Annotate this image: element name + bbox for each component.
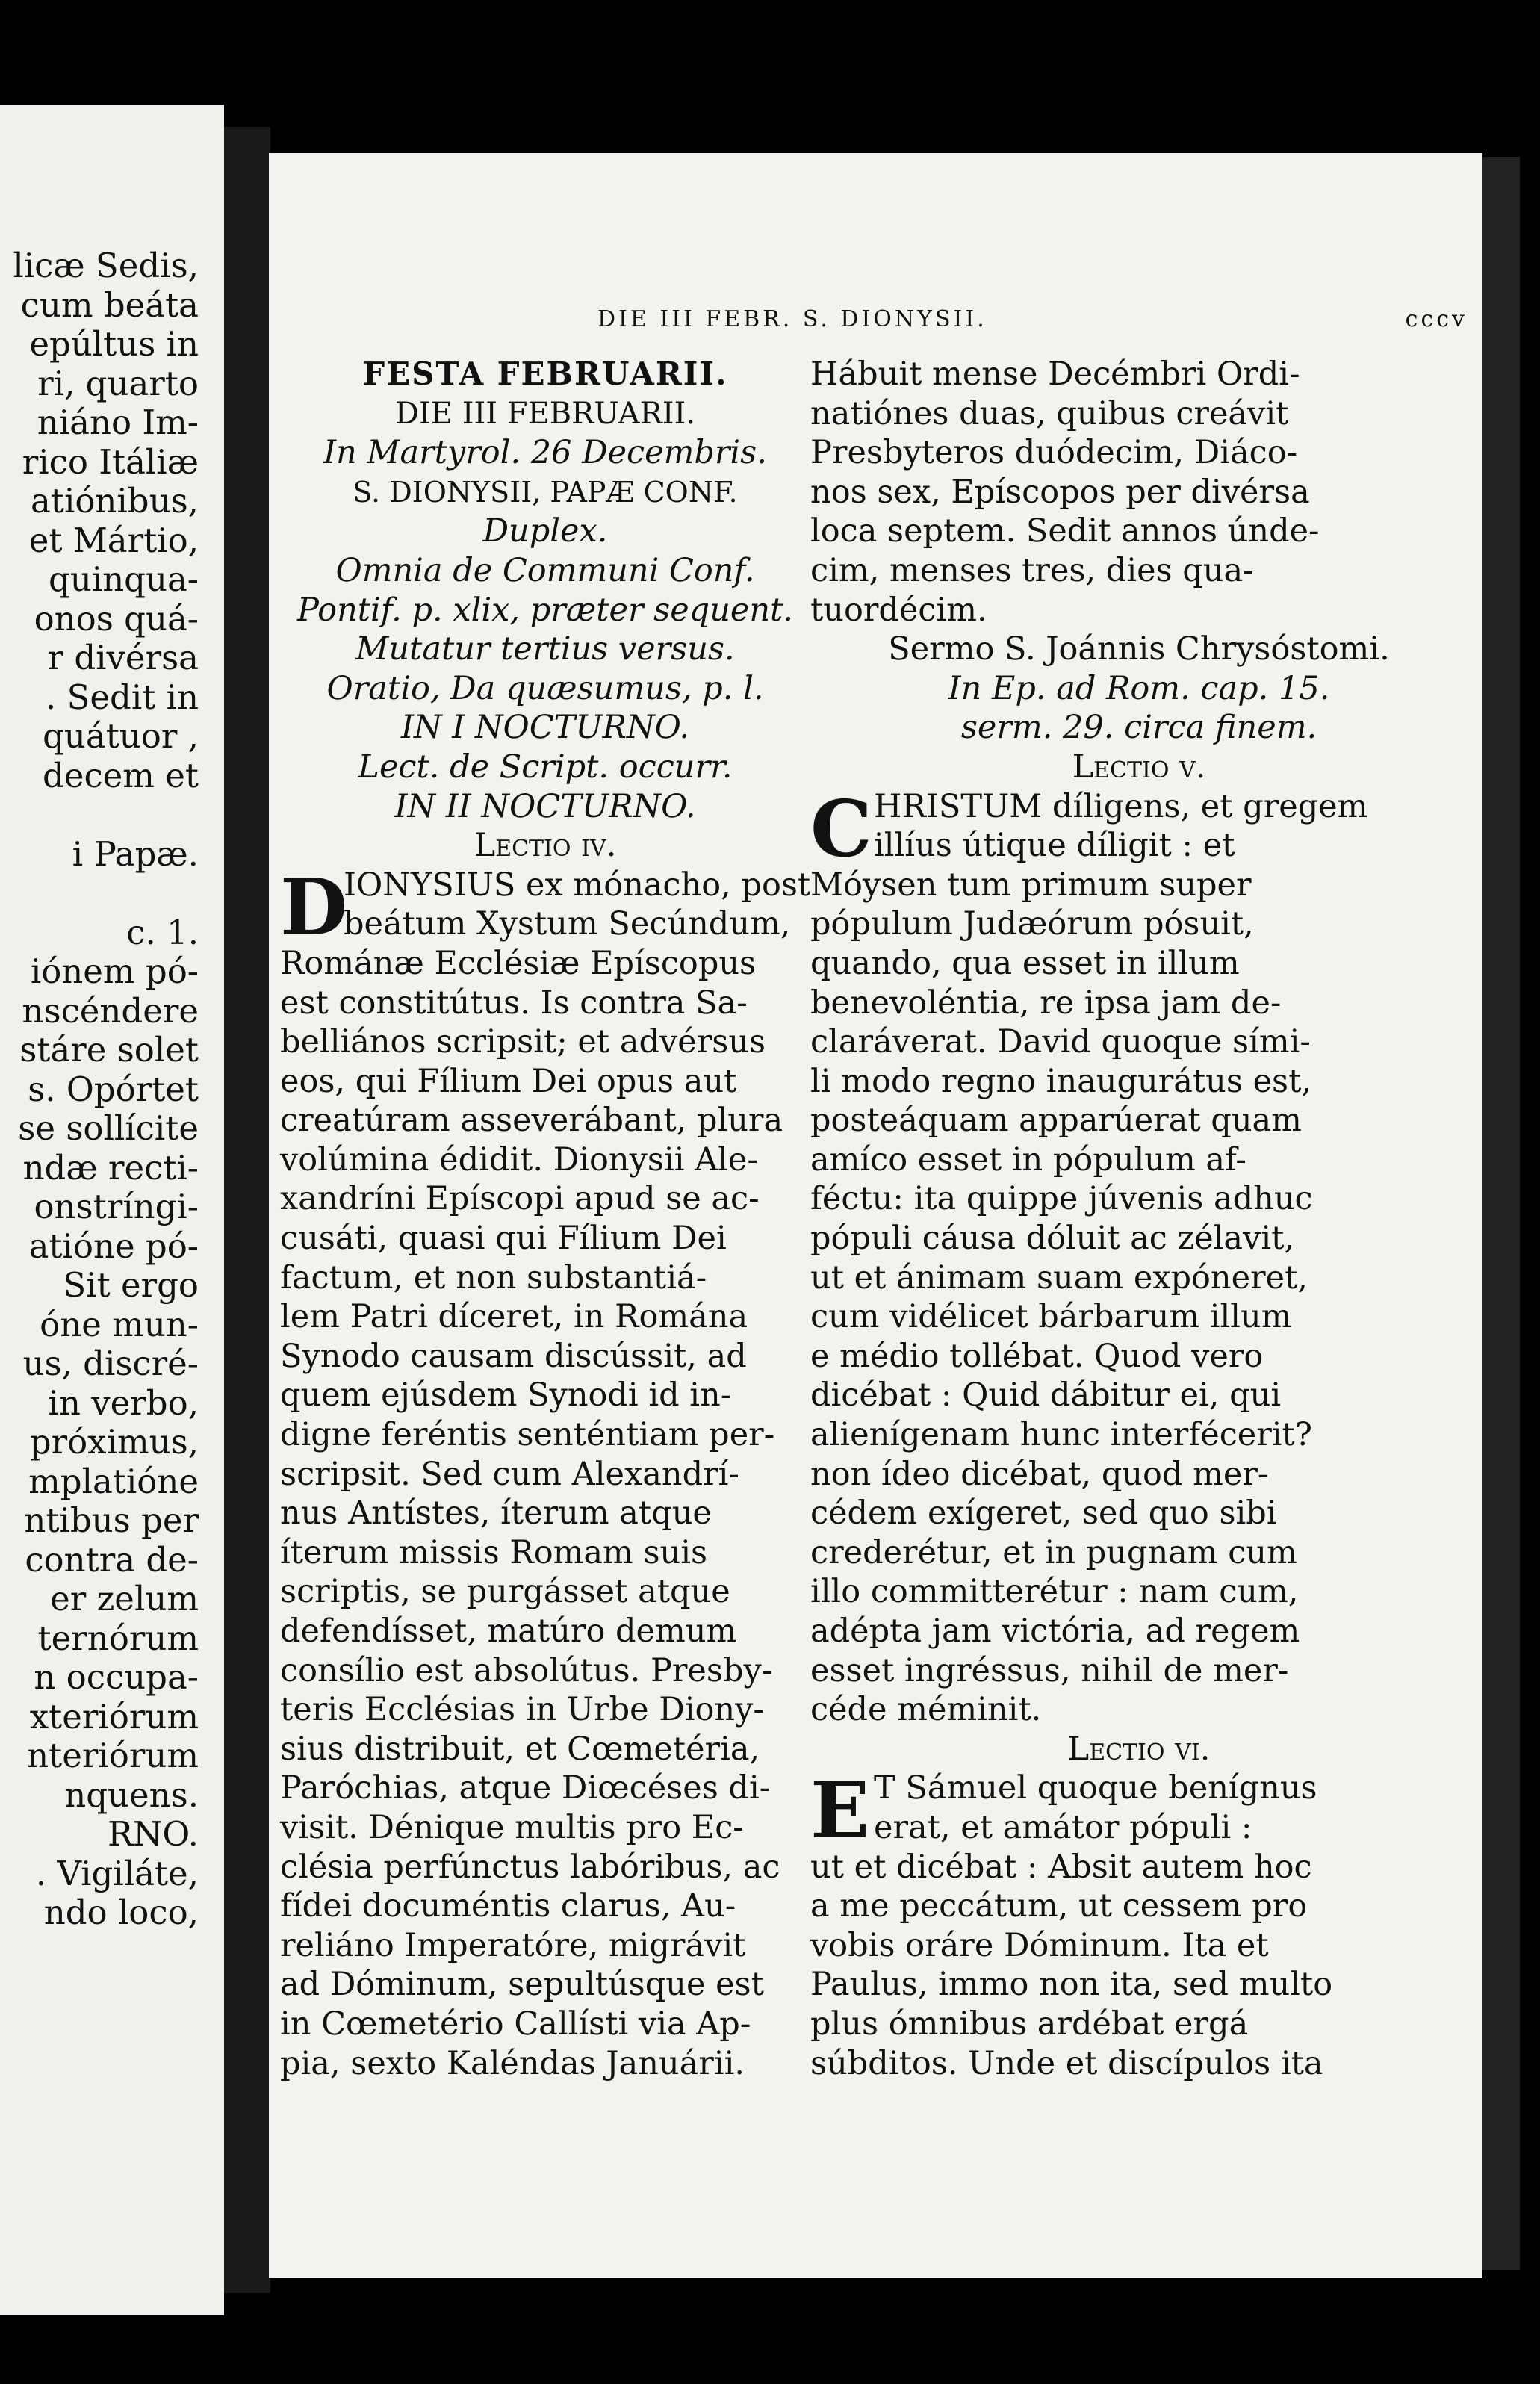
text-line: Móysen tum primum super xyxy=(810,866,1252,904)
saint-name: S. DIONYSII, PAPÆ CONF. xyxy=(353,475,738,509)
text-line: ut et ánimam suam expóneret, xyxy=(810,1258,1308,1297)
facing-page-line: ntibus per xyxy=(24,1500,199,1540)
facing-page-line: i Papæ. xyxy=(72,834,199,874)
facing-page-line: . Vigiláte, xyxy=(35,1853,199,1893)
facing-page-line: r divérsa xyxy=(47,638,199,677)
lectio-title: Lectio v. xyxy=(1072,748,1206,786)
rubric-line: Pontif. p. xlix, præter sequent. xyxy=(296,591,793,629)
text-line: visit. Dénique multis pro Ec- xyxy=(280,1808,744,1846)
facing-page-line: rico Itáliæ xyxy=(22,441,199,482)
lectio-title: Lectio vi. xyxy=(1067,1730,1211,1768)
facing-page-line: nteriórum xyxy=(27,1736,199,1775)
text-line: esset ingréssus, nihil de mer- xyxy=(810,1651,1289,1689)
text-line: amíco esset in pópulum af- xyxy=(810,1140,1246,1179)
text-line: factum, et non substantiá- xyxy=(280,1258,707,1297)
left-column xyxy=(280,355,810,2083)
facing-page-line: nscéndere xyxy=(22,990,199,1031)
breviary-page xyxy=(269,153,1482,2278)
text-line: ad Dóminum, sepultúsque est xyxy=(280,1966,764,2004)
facing-page-line: mplatióne xyxy=(28,1461,199,1501)
sermon-source: serm. 29. circa finem. xyxy=(960,709,1317,747)
text-line: scriptis, se purgásset atque xyxy=(280,1573,730,1611)
facing-page-line: Sit ergo xyxy=(63,1265,199,1305)
running-head xyxy=(269,306,1482,351)
text-line: íterum missis Romam suis xyxy=(280,1533,708,1571)
rubric-line: Mutatur tertius versus. xyxy=(355,630,735,668)
text-line: illíus útique díligit : et xyxy=(874,827,1235,865)
facing-page-line: . Sedit in xyxy=(45,677,199,717)
text-line: Paulus, immo non ita, sed multo xyxy=(810,1966,1333,2004)
text-line: céde méminit. xyxy=(810,1691,1042,1729)
text-line: alienígenam hunc interfécerit? xyxy=(810,1416,1312,1454)
text-line: cédem exígeret, sed quo sibi xyxy=(810,1494,1277,1533)
facing-page-line: ternórum xyxy=(37,1618,199,1658)
feast-rank: Duplex. xyxy=(482,512,608,550)
text-line: benevoléntia, re ipsa jam de- xyxy=(810,984,1282,1022)
text-line: a me peccátum, ut cessem pro xyxy=(810,1887,1308,1925)
text-line: erat, et amátor pópuli : xyxy=(874,1808,1252,1846)
text-line: Hábuit mense Decémbri Ordi- xyxy=(810,356,1300,393)
rubric-line: Omnia de Communi Conf. xyxy=(335,551,755,589)
facing-page-line: cum beáta xyxy=(20,285,199,325)
text-line: crederétur, et in pugnam cum xyxy=(810,1533,1297,1571)
facing-page-line: s. Opórtet xyxy=(28,1069,199,1109)
drop-cap: D xyxy=(280,860,348,953)
text-line: cim, menses tres, dies qua- xyxy=(810,551,1254,589)
drop-cap: C xyxy=(810,782,872,875)
text-line: súbditos. Unde et discípulos ita xyxy=(810,2044,1323,2082)
text-line: posteáquam apparúerat quam xyxy=(810,1102,1302,1140)
text-line: Presbyteros duódecim, Diáco- xyxy=(810,434,1298,472)
nocturn-heading: IN I NOCTURNO. xyxy=(400,709,690,747)
facing-page-line: et Mártio, xyxy=(28,520,199,560)
text-line: Románæ Ecclésiæ Epíscopus xyxy=(280,944,757,982)
facing-page-line: licæ Sedis, xyxy=(13,246,199,285)
facing-page-line: quinqua- xyxy=(49,559,199,599)
text-line: T Sámuel quoque benígnus xyxy=(874,1769,1317,1807)
text-line: ut et dicébat : Absit autem hoc xyxy=(810,1848,1312,1886)
text-line: cusáti, quasi qui Fílium Dei xyxy=(280,1220,727,1258)
text-line: Synodo causam discússit, ad xyxy=(280,1337,747,1375)
text-line: eos, qui Fílium Dei opus aut xyxy=(280,1062,737,1100)
text-line: IONYSIUS ex mónacho, post xyxy=(344,866,811,904)
facing-page-line: epúltus in xyxy=(29,324,199,364)
lectio-title: Lectio iv. xyxy=(474,827,617,865)
facing-page-line: niáno Im- xyxy=(37,403,199,442)
facing-page-line: ndæ recti- xyxy=(22,1147,199,1188)
feast-heading: FESTA FEBRUARII. xyxy=(362,356,728,392)
facing-page-line: nquens. xyxy=(64,1775,199,1815)
facing-page-line: us, discré- xyxy=(22,1344,199,1383)
facing-page-line: ri, quarto xyxy=(37,363,199,403)
text-line: claráverat. David quoque sími- xyxy=(810,1023,1311,1061)
lectio-source: Lect. de Script. occurr. xyxy=(358,748,733,786)
text-line: pópulum Judæórum pósuit, xyxy=(810,905,1254,943)
text-line: belliános scripsit; et advérsus xyxy=(280,1023,766,1061)
text-line: illo committerétur : nam cum, xyxy=(810,1573,1299,1611)
text-line: beátum Xystum Secúndum, xyxy=(344,905,791,943)
nocturn-heading: IN II NOCTURNO. xyxy=(394,787,696,825)
text-line: lem Patri díceret, in Romána xyxy=(280,1298,748,1336)
right-column xyxy=(810,355,1468,2083)
facing-page-line: quátuor , xyxy=(43,716,199,756)
text-line: cum vidélicet bárbarum illum xyxy=(810,1298,1292,1336)
facing-page-line: iónem pó- xyxy=(30,952,199,991)
facing-page-line: onos quá- xyxy=(34,598,199,639)
folio-number: cccv xyxy=(1405,306,1468,332)
text-line: pia, sexto Kaléndas Januárii. xyxy=(280,2044,745,2082)
facing-page-line: xteriórum xyxy=(29,1696,199,1736)
facing-page-line: se sollícite xyxy=(18,1108,199,1148)
facing-page-line: n occupa- xyxy=(34,1657,199,1697)
text-line: xandríni Epíscopi apud se ac- xyxy=(280,1180,760,1218)
text-line: plus ómnibus ardébat ergá xyxy=(810,2005,1249,2043)
text-line: sius distribuit, et Cœmetéria, xyxy=(280,1730,760,1768)
facing-page-line: atióne pó- xyxy=(28,1226,199,1266)
text-line: consílio est absolútus. Presby- xyxy=(280,1651,773,1689)
text-line: HRISTUM díligens, et gregem xyxy=(874,787,1368,825)
facing-page-line: atiónibus, xyxy=(31,481,199,521)
text-line: digne feréntis senténtiam per- xyxy=(280,1416,775,1454)
text-line: dicébat : Quid dábitur ei, qui xyxy=(810,1376,1282,1415)
facing-page-line: óne mun- xyxy=(40,1304,199,1344)
text-line: nos sex, Epíscopos per divérsa xyxy=(810,473,1310,511)
text-line: natiónes duas, quibus creávit xyxy=(810,394,1289,432)
text-line: defendísset, matúro demum xyxy=(280,1612,737,1650)
facing-page-line: ndo loco, xyxy=(43,1893,199,1932)
text-line: quando, qua esset in illum xyxy=(810,944,1240,982)
text-line: vobis oráre Dóminum. Ita et xyxy=(810,1926,1269,1964)
text-line: adépta jam victória, ad regem xyxy=(810,1612,1300,1650)
text-line: volúmina édidit. Dionysii Ale- xyxy=(280,1140,758,1179)
text-line: clésia perfúnctus labóribus, ac xyxy=(280,1848,780,1886)
text-line: teris Ecclésias in Urbe Diony- xyxy=(280,1691,764,1729)
page-edge xyxy=(1482,157,1520,2270)
text-line: loca septem. Sedit annos únde- xyxy=(810,512,1320,550)
text-line: tuordécim. xyxy=(810,591,987,629)
lectio-v-body xyxy=(810,782,1468,1730)
text-line: e médio tollébat. Quod vero xyxy=(810,1337,1264,1375)
text-line: quem ejúsdem Synodi id in- xyxy=(280,1376,732,1415)
text-line: féctu: ita quippe júvenis adhuc xyxy=(810,1180,1313,1218)
running-title: DIE III FEBR. S. DIONYSII. xyxy=(597,306,987,332)
lectio-vi-body xyxy=(810,1764,1468,2083)
sermon-source: In Ep. ad Rom. cap. 15. xyxy=(948,669,1330,707)
sermon-heading: Sermo S. Joánnis Chrysóstomi. xyxy=(888,630,1390,668)
text-line: creatúram asseverábant, plura xyxy=(280,1102,783,1140)
text-line: in Cœmetério Callísti via Ap- xyxy=(280,2005,751,2043)
drop-cap: E xyxy=(810,1764,870,1857)
facing-page-line: onstríngi- xyxy=(34,1187,199,1226)
text-line: li modo regno inaugurátus est, xyxy=(810,1062,1312,1100)
text-line: non ídeo dicébat, quod mer- xyxy=(810,1455,1269,1493)
facing-page-line: er zelum xyxy=(50,1579,199,1618)
text-line: pópuli cáusa dóluit ac zélavit, xyxy=(810,1220,1295,1258)
facing-page-line: decem et xyxy=(43,755,199,795)
text-line: est constitútus. Is contra Sa- xyxy=(280,984,748,1022)
facing-page-fragment xyxy=(0,105,224,2315)
facing-page-line: c. 1. xyxy=(126,912,199,952)
facing-page-line: stáre solet xyxy=(19,1030,199,1070)
martyrology-ref: In Martyrol. 26 Decembris. xyxy=(323,434,767,472)
text-line: nus Antístes, íterum atque xyxy=(280,1494,712,1533)
rubric-line: Oratio, Da quæsumus, p. l. xyxy=(326,669,764,707)
facing-page-line: próximus, xyxy=(29,1422,199,1462)
text-line: reliáno Imperatóre, migrávit xyxy=(280,1926,746,1964)
text-line: scripsit. Sed cum Alexandrí- xyxy=(280,1455,739,1493)
day-subheading: DIE III FEBRUARII. xyxy=(394,396,696,431)
facing-page-line: RNO. xyxy=(108,1814,199,1854)
text-line: fídei documéntis clarus, Au- xyxy=(280,1887,736,1925)
text-line: Paróchias, atque Diœcéses di- xyxy=(280,1769,771,1807)
page-gutter xyxy=(224,127,270,2293)
facing-page-line: in verbo, xyxy=(48,1382,199,1423)
lectio-iv-body xyxy=(280,860,811,2083)
facing-page-line: contra de- xyxy=(25,1539,199,1580)
